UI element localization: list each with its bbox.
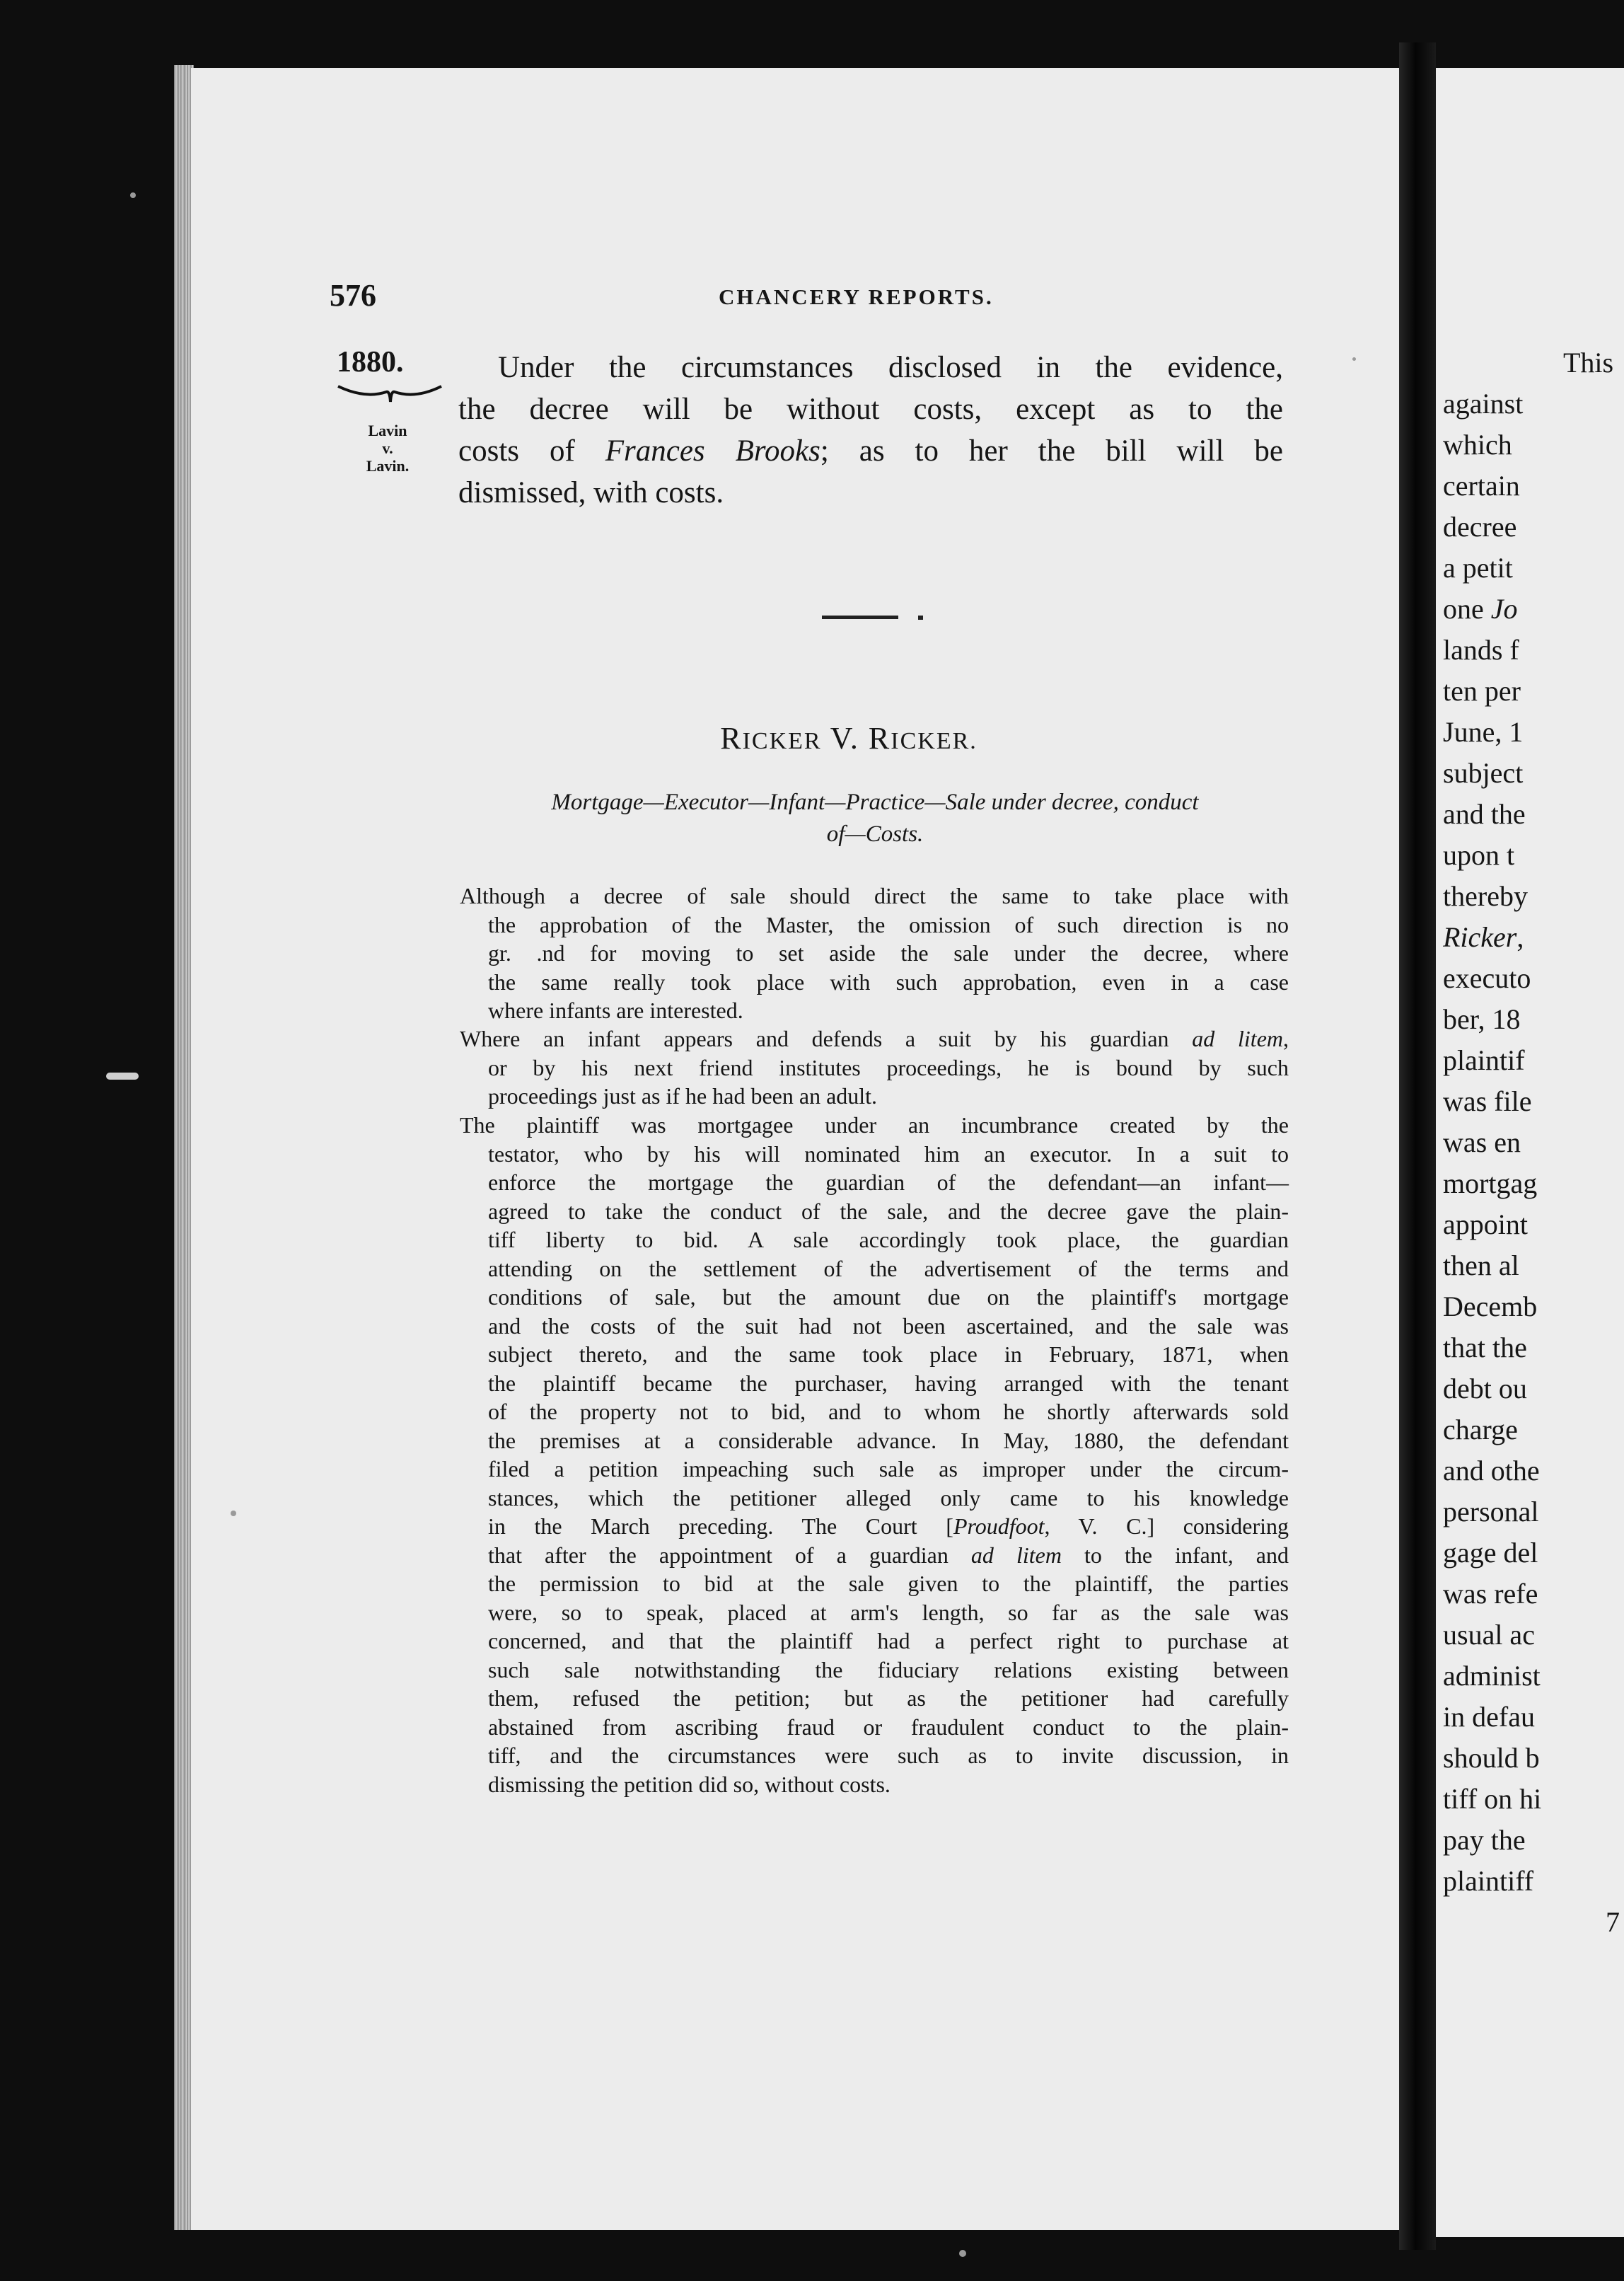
- right-page-line: plaintiff: [1443, 1865, 1534, 1897]
- text-line: them, refused the petition; but as the petitioner had carefully: [488, 1685, 1289, 1711]
- italic-text: ad litem: [1192, 1026, 1284, 1051]
- right-page-line: ber, 18: [1443, 1003, 1521, 1035]
- margin-case-name: [359, 422, 416, 475]
- text-line: testator, who by his will nominated him an executor. In a suit to: [488, 1140, 1289, 1167]
- text-line: abstained from ascribing fraud or fraudulent conduct to the plain-: [488, 1714, 1289, 1740]
- text-line: The plaintiff was mortgagee under an incumbrance created by the: [460, 1112, 1289, 1138]
- right-page-line: executo: [1443, 962, 1531, 994]
- right-page-line: a petit: [1443, 552, 1513, 584]
- text-line: dismissing the petition did so, without costs.: [488, 1771, 891, 1797]
- right-page-text: [1443, 342, 1624, 1943]
- right-page-line: debt ou: [1443, 1373, 1527, 1404]
- text-line: concerned, and that the plaintiff had a perfect right to purchase at: [488, 1628, 1289, 1653]
- text-line: the premises at a considerable advance. In May, 1880, the defendant: [488, 1427, 1289, 1453]
- right-page-line: ten per: [1443, 675, 1521, 707]
- section-rule-dot: [918, 616, 923, 620]
- right-page-line: certain: [1443, 470, 1520, 502]
- right-page-line: decree: [1443, 511, 1517, 543]
- text-line: such sale notwithstanding the fiduciary relations existing between: [488, 1656, 1289, 1682]
- right-page-line: thereby: [1443, 880, 1528, 912]
- italic-text: Proudfoot: [953, 1513, 1045, 1539]
- right-page-line: upon t: [1443, 839, 1515, 871]
- right-page-line: This: [1563, 347, 1614, 379]
- text-line: tiff liberty to bid. A sale accordingly took place, the guardian: [488, 1227, 1289, 1252]
- right-page-line: mortgag: [1443, 1167, 1538, 1199]
- right-page-line: administ: [1443, 1660, 1541, 1692]
- right-page-line: pay the: [1443, 1824, 1526, 1856]
- text-line: and the costs of the suit had not been ascertained, and the sale was: [488, 1312, 1289, 1339]
- text-line: stances, which the petitioner alleged only came to his knowledge: [488, 1484, 1289, 1511]
- right-page-line: in defau: [1443, 1701, 1535, 1733]
- case-title: RICKER V. RICKER.: [720, 721, 978, 756]
- headnote-paragraph: [460, 1111, 1289, 1798]
- scan-speck: [1352, 357, 1356, 361]
- text-line: that after the appointment of a guardian ad litem to the infant, and: [488, 1542, 1289, 1568]
- right-page-line: was file: [1443, 1085, 1532, 1117]
- margin-case-line: Lavin.: [366, 457, 410, 475]
- topic-line: of—Costs.: [826, 821, 924, 847]
- text-line: costs of Frances Brooks; as to her the bill will be: [458, 434, 1283, 468]
- topic-keywords: [475, 787, 1275, 850]
- right-page-line: and the: [1443, 798, 1526, 830]
- text-line: proceedings just as if he had been an adult.: [488, 1083, 878, 1109]
- right-page-line: charge: [1443, 1414, 1518, 1445]
- italic-text: Ricker: [1443, 921, 1517, 953]
- running-head: CHANCERY REPORTS.: [719, 284, 994, 309]
- text-line: or by his next friend institutes proceedings, he is bound by such: [488, 1054, 1289, 1080]
- scan-speck: [106, 1073, 139, 1080]
- right-page-line: June, 1: [1443, 716, 1524, 748]
- right-page-line: should b: [1443, 1742, 1540, 1774]
- text-line: attending on the settlement of the advertisement of the terms and: [488, 1255, 1289, 1281]
- text-line: in the March preceding. The Court [Proudfoot, V. C.] considering: [488, 1513, 1289, 1539]
- right-page-line: then al: [1443, 1249, 1519, 1281]
- right-page-line: appoint: [1443, 1208, 1528, 1240]
- right-page-line: Ricker,: [1443, 921, 1524, 953]
- text-line: the decree will be without costs, except as to the: [458, 393, 1283, 426]
- text-line: Under the circumstances disclosed in the evidence,: [498, 351, 1283, 384]
- right-page-line: Decemb: [1443, 1290, 1538, 1322]
- page-number: 576: [330, 278, 376, 313]
- section-rule: [822, 616, 898, 619]
- headnote-paragraph: [460, 882, 1289, 1025]
- headnote-paragraph: [460, 1024, 1289, 1111]
- text-line: subject thereto, and the same took place in February, 1871, when: [488, 1341, 1289, 1367]
- text-line: dismissed, with costs.: [458, 476, 724, 509]
- text-line: enforce the mortgage the guardian of the defendant—an infant—: [488, 1170, 1289, 1195]
- scan-speck: [130, 192, 136, 198]
- scan-speck: [959, 2250, 966, 2257]
- topic-line: Mortgage—Executor—Infant—Practice—Sale under decree, conduct: [551, 790, 1199, 815]
- text-line: filed a petition impeaching such sale as improper under the circum-: [488, 1456, 1289, 1482]
- margin-case-line: Lavin: [368, 422, 407, 439]
- right-page-line: and othe: [1443, 1455, 1540, 1486]
- right-page-line: gage del: [1443, 1537, 1538, 1569]
- text-line: the permission to bid at the sale given to the plaintiff, the parties: [488, 1571, 1289, 1596]
- right-page-line: was en: [1443, 1126, 1521, 1158]
- right-page-line: 7: [1606, 1906, 1620, 1938]
- scan-speck: [231, 1511, 236, 1516]
- book-gutter: [1399, 42, 1436, 2250]
- text-line: where infants are interested.: [488, 998, 743, 1023]
- italic-text: ad litem: [970, 1542, 1062, 1568]
- right-page-line: against: [1443, 388, 1524, 420]
- text-line: Where an infant appears and defends a suit by his guardian ad litem,: [460, 1026, 1289, 1051]
- margin-brace: [337, 382, 443, 405]
- text-line: conditions of sale, but the amount due on the plaintiff's mortgage: [488, 1284, 1289, 1310]
- text-line: agreed to take the conduct of the sale, and the decree gave the plain-: [488, 1198, 1289, 1224]
- text-line: tiff, and the circumstances were such as to invite discussion, in: [488, 1743, 1289, 1768]
- margin-case-line: v.: [382, 439, 393, 457]
- right-page-line: one Jo: [1443, 593, 1518, 625]
- right-page-line: plaintif: [1443, 1044, 1525, 1076]
- right-page-line: which: [1443, 429, 1512, 461]
- right-page-line: usual ac: [1443, 1619, 1535, 1651]
- small-caps: ICKER.: [891, 728, 978, 754]
- text-line: the same really took place with such approbation, even in a case: [488, 969, 1289, 995]
- small-caps: ICKER: [742, 728, 822, 754]
- italic-text: Jo: [1490, 593, 1518, 625]
- right-page-line: was refe: [1443, 1578, 1538, 1610]
- right-page-line: personal: [1443, 1496, 1539, 1528]
- italic-text: Frances Brooks: [605, 434, 820, 468]
- right-page-line: tiff on hi: [1443, 1783, 1542, 1815]
- right-page-line: lands f: [1443, 634, 1519, 666]
- text-line: Although a decree of sale should direct the same to take place with: [460, 883, 1289, 908]
- margin-year: 1880.: [337, 346, 404, 379]
- text-line: the approbation of the Master, the omission of such direction is no: [488, 911, 1289, 937]
- text-line: of the property not to bid, and to whom he shortly afterwards sold: [488, 1399, 1289, 1424]
- text-line: the plaintiff became the purchaser, having arranged with the tenant: [488, 1370, 1289, 1396]
- opening-paragraph: [458, 347, 1283, 514]
- text-line: gr. .nd for moving to set aside the sale under the decree, where: [488, 940, 1289, 966]
- right-page-line: subject: [1443, 757, 1524, 789]
- text-line: were, so to speak, placed at arm's length, so far as the sale was: [488, 1599, 1289, 1625]
- right-page-line: that the: [1443, 1332, 1527, 1363]
